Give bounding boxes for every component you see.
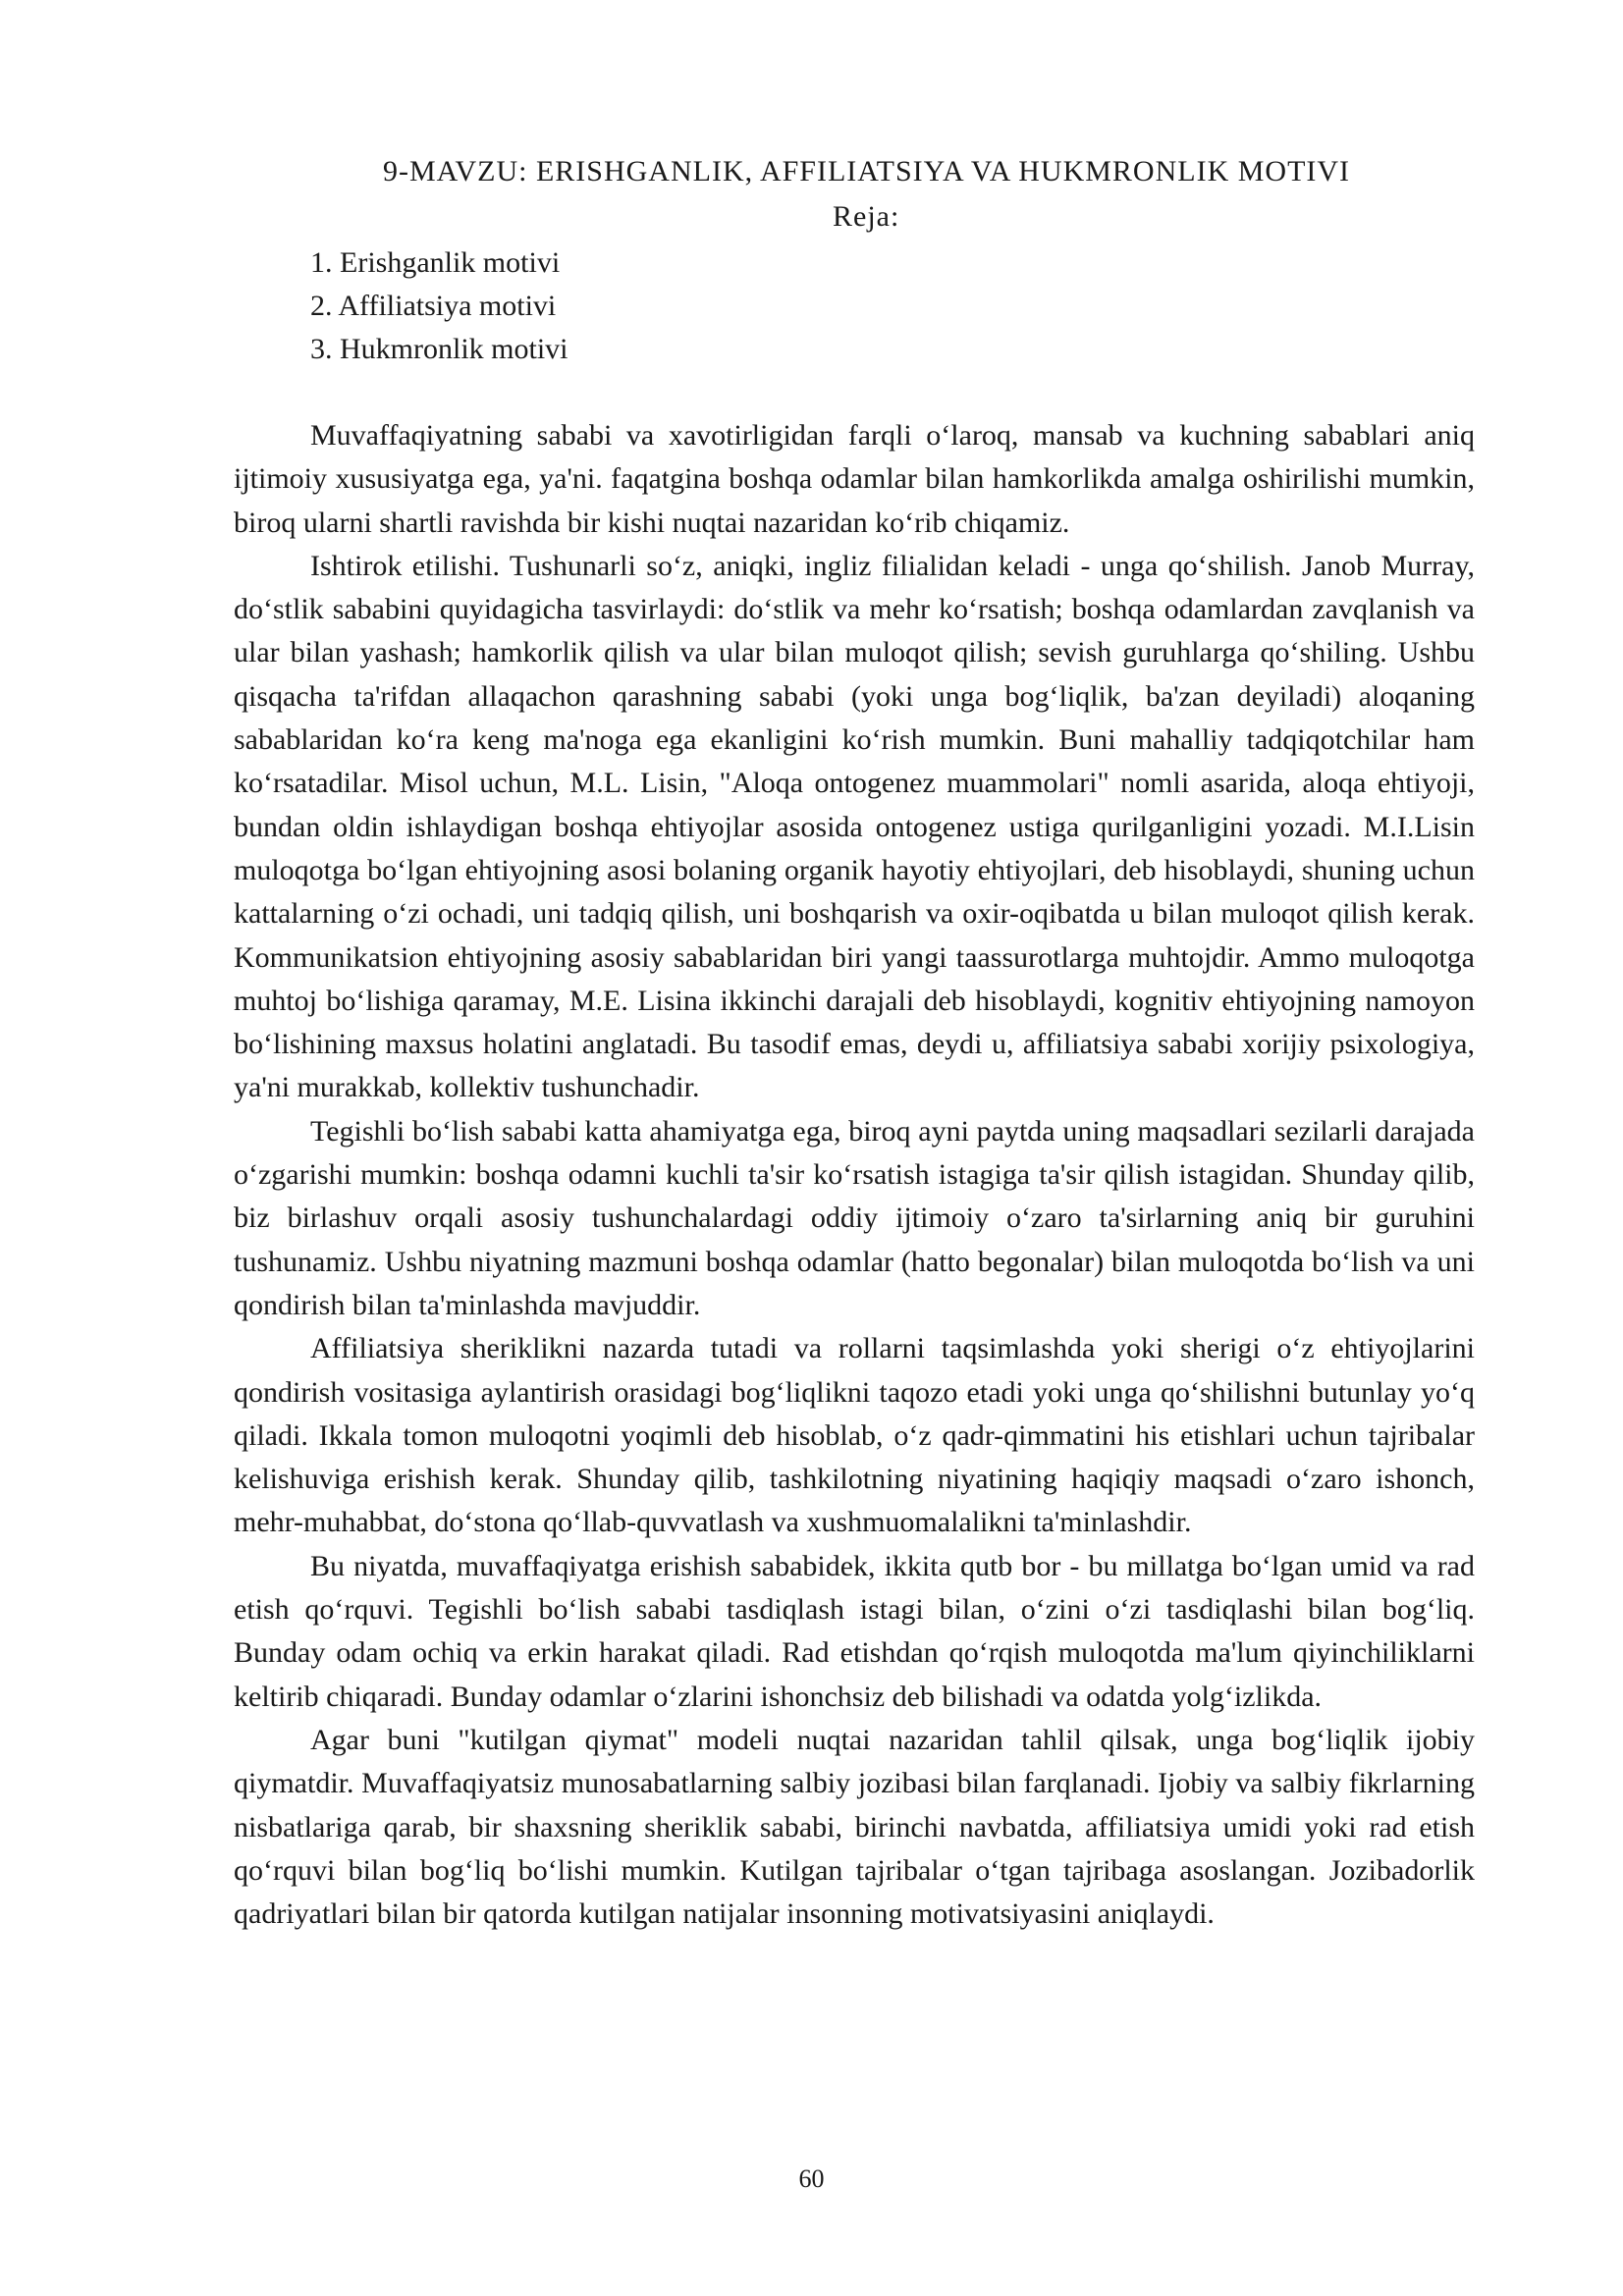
plan-heading: Reja: bbox=[833, 200, 900, 233]
plan-item: 2. Affiliatsiya motivi bbox=[310, 290, 557, 322]
page-title: 9-MAVZU: ERISHGANLIK, AFFILIATSIYA VA HUKMRONLIK MOTIVI bbox=[383, 155, 1351, 187]
body-text bbox=[234, 414, 1475, 1936]
paragraph: Agar buni "kutilgan qiymat" modeli nuqtai nazaridan tahlil qilsak, unga bog‘liqlik ijobiy qiymatdir. Muvaffaqiyatsiz munosabatlarning salbiy jozibasi bilan farqlanadi. Ijobiy va salbiy fikrlarning nisbatlariga qarab, bir shaxsning sheriklik sababi, birinchi navbatda, affiliatsiya umidi yoki rad etish qo‘rquvi bilan bog‘liq bo‘lishi mumkin. Kutilgan tajribalar o‘tgan tajribaga asoslangan. Jozibadorlik qadriyatlari bilan bir qatorda kutilgan natijalar insonning motivatsiyasini aniqlaydi. bbox=[234, 1723, 1475, 1931]
paragraph: Ishtirok etilishi. Tushunarli so‘z, aniqki, ingliz filialidan keladi - unga qo‘shilish. Janob Murray, do‘stlik sababini quyidagicha tasvirlaydi: do‘stlik va mehr ko‘rsatish; boshqa odamlardan zavqlanish va ular bilan yashash; hamkorlik qilish va ular bilan muloqot qilish; sevish guruhlarga qo‘shiling. Ushbu qisqacha ta'rifdan allaqachon qarashning sababi (yoki unga bog‘liqlik, ba'zan deyiladi) aloqaning sabablaridan ko‘ra keng ma'noga ega ekanligini ko‘rish mumkin. Buni mahalliy tadqiqotchilar ham ko‘rsatadilar. Misol uchun, M.L. Lisin, "Aloqa ontogenez muammolari" nomli asarida, aloqa ehtiyoji, bundan oldin ishlaydigan boshqa ehtiyojlar asosida ontogenez ustiga qurilganligini yozadi. M.I.Lisin muloqotga bo‘lgan ehtiyojning asosi bolaning organik hayotiy ehtiyojlari, deb hisoblaydi, shuning uchun kattalarning o‘zi ochadi, uni tadqiq qilish, uni boshqarish va oxir-oqibatda u bilan muloqot qilish kerak. Kommunikatsion ehtiyojning asosiy sabablaridan biri yangi taassurotlarga muhtojdir. Ammo muloqotga muhtoj bo‘lishiga qaramay, M.E. Lisina ikkinchi darajali deb hisoblaydi, kognitiv ehtiyojning namoyon bo‘lishining maxsus holatini anglatadi. Bu tasodif emas, deydi u, affiliatsiya sababi xorijiy psixologiya, ya'ni murakkab, kollektiv tushunchadir. bbox=[234, 549, 1475, 1104]
paragraph: Tegishli bo‘lish sababi katta ahamiyatga ega, biroq ayni paytda uning maqsadlari sezilarli darajada o‘zgarishi mumkin: boshqa odamni kuchli ta'sir ko‘rsatish istagiga ta'sir qilish istagidan. Shunday qilib, biz birlashuv orqali asosiy tushunchalardagi oddiy ijtimoiy o‘zaro ta'sirlarning aniq bir guruhini tushunamiz. Ushbu niyatning mazmuni boshqa odamlar (hatto begonalar) bilan muloqotda bo‘lish va uni qondirish bilan ta'minlashda mavjuddir. bbox=[234, 1114, 1475, 1321]
page-number: 60 bbox=[798, 2164, 825, 2193]
paragraph: Muvaffaqiyatning sababi va xavotirligidan farqli o‘laroq, mansab va kuchning sabablari aniq ijtimoiy xususiyatga ega, ya'ni. faqatgina boshqa odamlar bilan hamkorlikda amalga oshirilishi mumkin, biroq ularni shartli ravishda bir kishi nuqtai nazaridan ko‘rib chiqamiz. bbox=[234, 419, 1475, 539]
plan-list bbox=[310, 241, 568, 371]
plan-item: 1. Erishganlik motivi bbox=[310, 246, 561, 279]
plan-item: 3. Hukmronlik motivi bbox=[310, 333, 568, 365]
paragraph: Affiliatsiya sheriklikni nazarda tutadi va rollarni taqsimlashda yoki sherigi o‘z ehtiyojlarini qondirish vositasiga aylantirish orasidagi bog‘liqlikni taqozo etadi yoki unga qo‘shilishni butunlay yo‘q qiladi. Ikkala tomon muloqotni yoqimli deb hisoblab, o‘z qadr-qimmatini his etishlari uchun tajribalar kelishuviga erishish kerak. Shunday qilib, tashkilotning niyatining haqiqiy maqsadi o‘zaro ishonch, mehr-muhabbat, do‘stona qo‘llab-quvvatlash va xushmuomalalikni ta'minlashdir. bbox=[234, 1332, 1475, 1539]
paragraph: Bu niyatda, muvaffaqiyatga erishish sababidek, ikkita qutb bor - bu millatga bo‘lgan umid va rad etish qo‘rquvi. Tegishli bo‘lish sababi tasdiqlash istagi bilan, o‘zini o‘zi tasdiqlashi bilan bog‘liq. Bunday odam ochiq va erkin harakat qiladi. Rad etishdan qo‘rqish muloqotda ma'lum qiyinchiliklarni keltirib chiqaradi. Bunday odamlar o‘zlarini ishonchsiz deb bilishadi va odatda yolg‘izlikda. bbox=[234, 1549, 1475, 1713]
